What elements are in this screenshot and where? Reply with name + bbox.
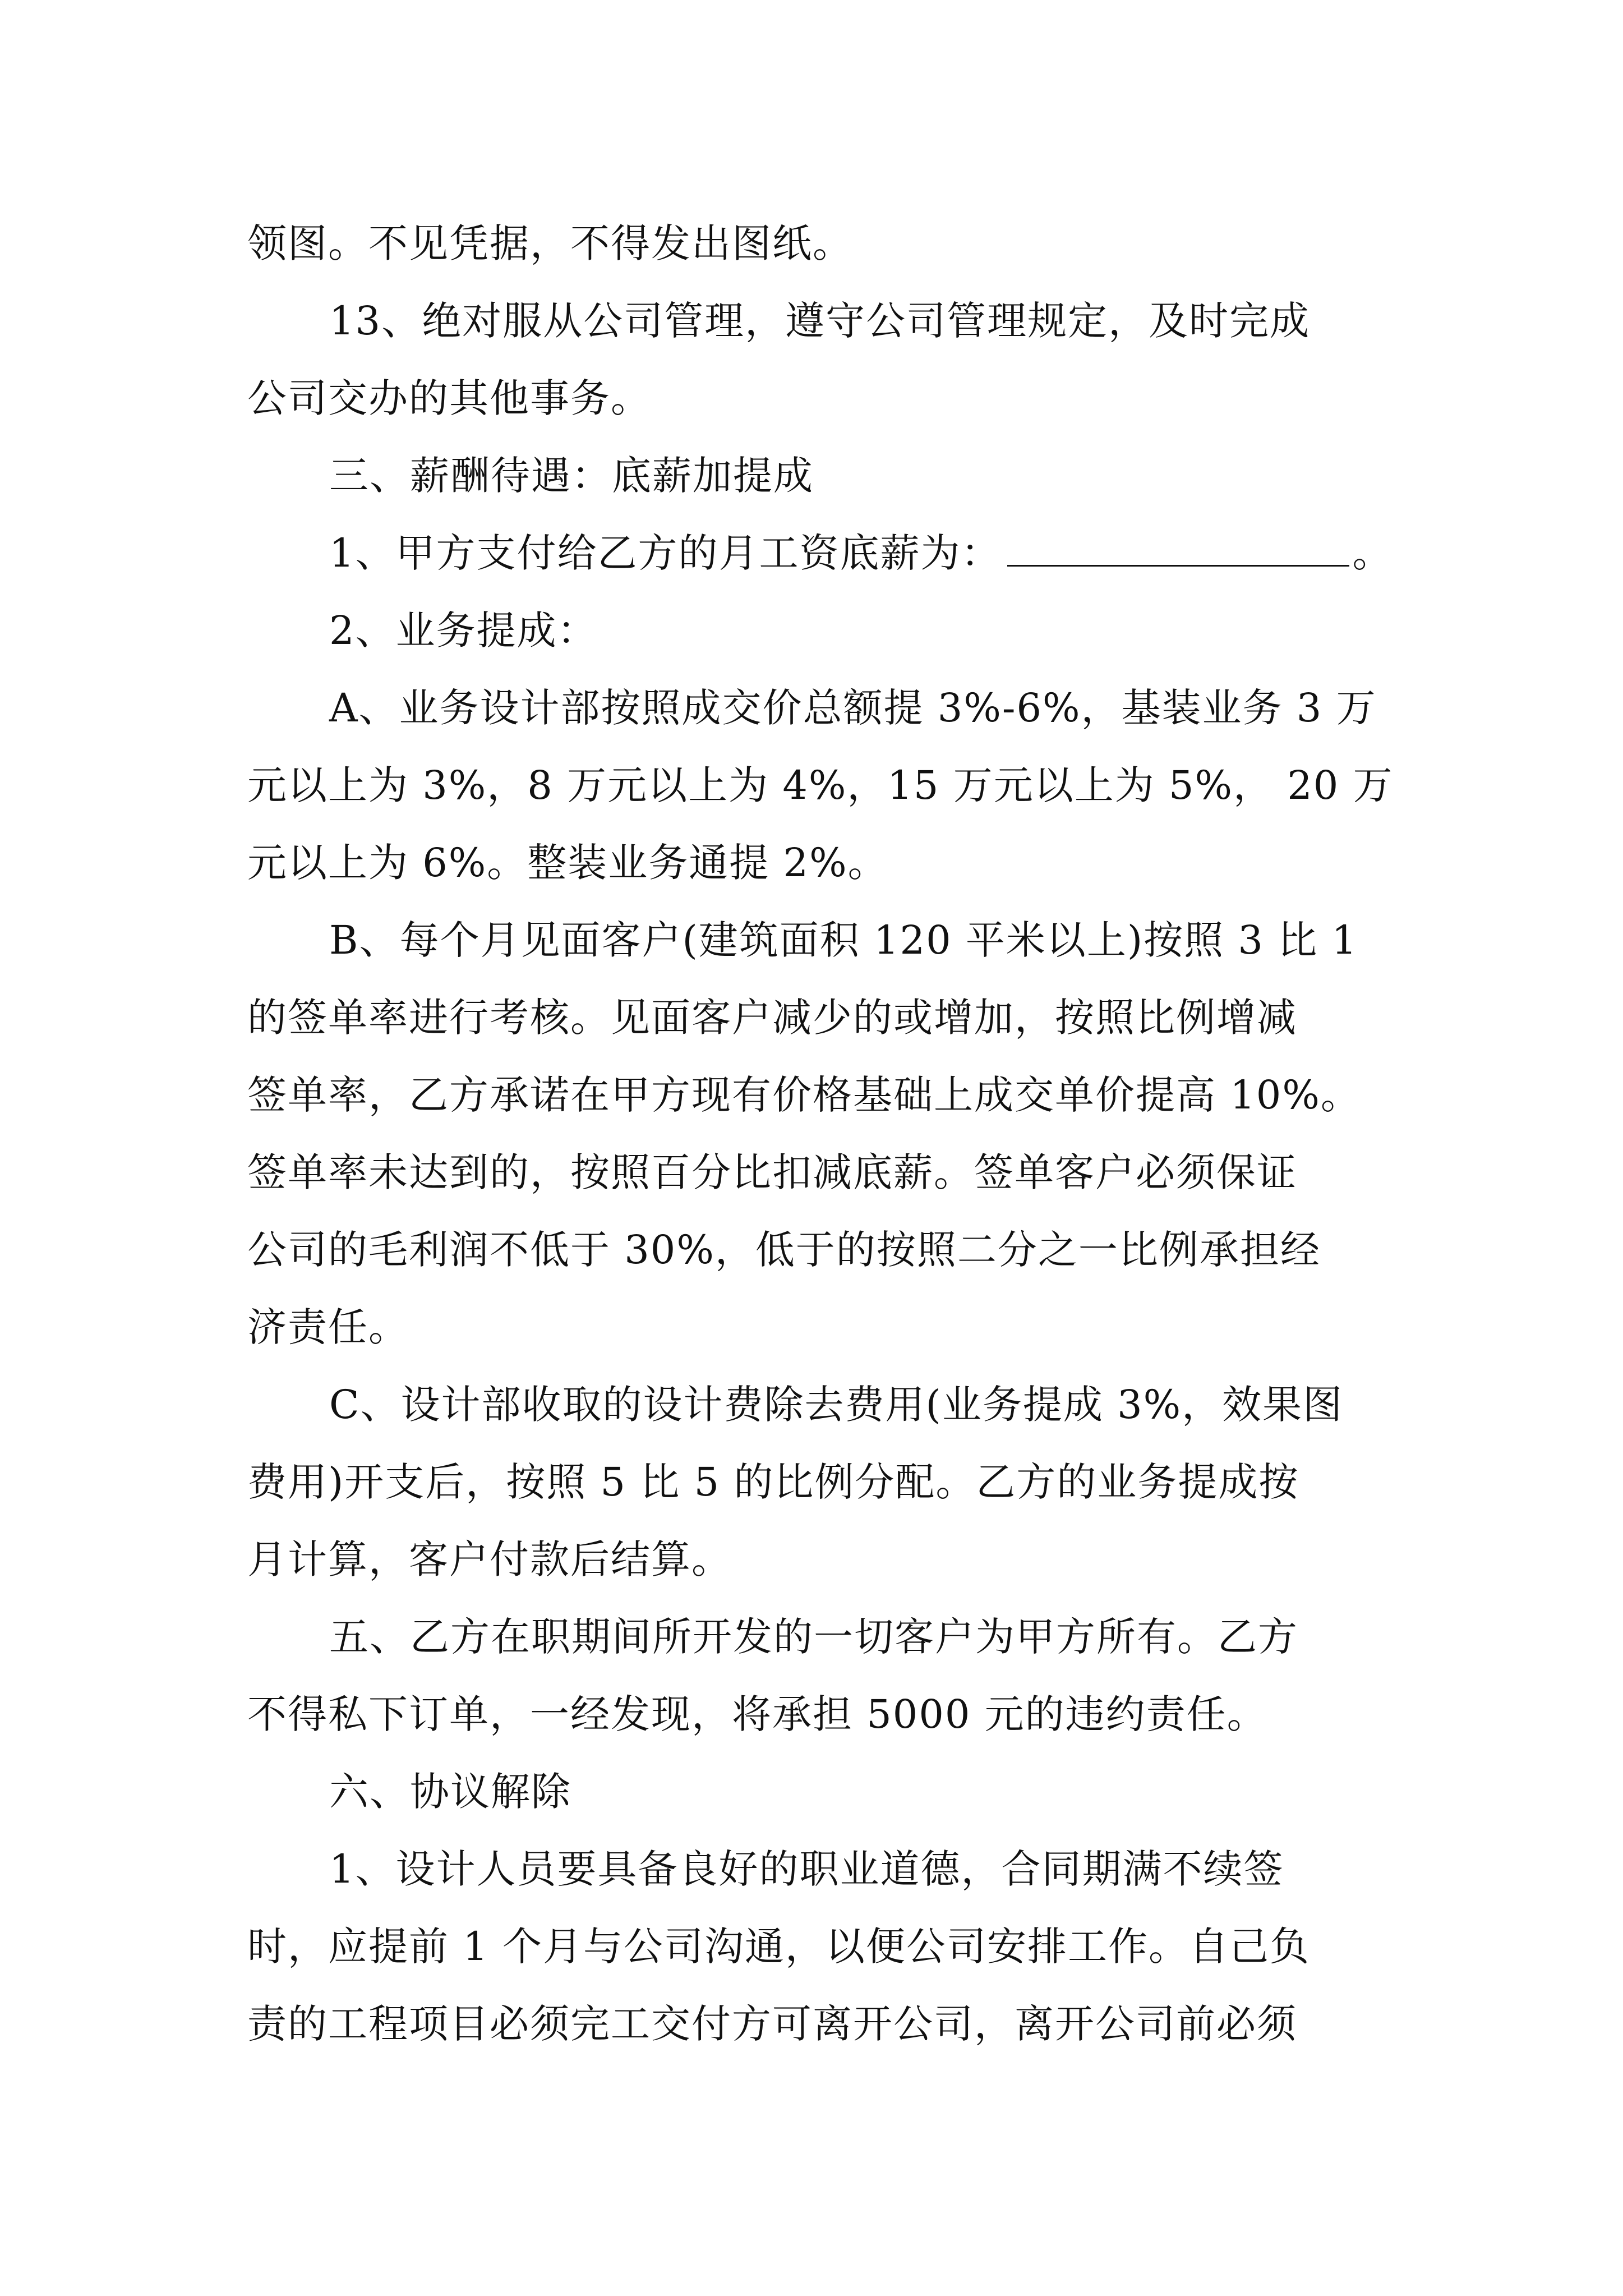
text-line: 领图。不见凭据，不得发出图纸。 [247,220,853,266]
text-line: B、每个月见面客户(建筑面积 120 平米以上)按照 3 比 1 [329,917,1358,963]
paragraph-base-salary [247,514,1403,592]
text-line: 月计算，客户付款后结算。 [247,1536,732,1582]
text-line: 责的工程项目必须完工交付方可离开公司，离开公司前必须 [247,2001,1297,2047]
text-line: 公司交办的其他事务。 [247,375,651,421]
paragraph-item-a [247,669,1403,901]
text-line: 公司的毛利润不低于 30%，低于的按照二分之一比例承担经 [247,1227,1321,1273]
base-salary-label: 1、甲方支付给乙方的月工资底薪为： [329,530,1002,576]
text-line: 元以上为 3%，8 万元以上为 4%，15 万元以上为 5%， 20 万 [247,762,1394,808]
text-line: 济责任。 [247,1304,409,1350]
paragraph-item-13 [247,282,1403,437]
text-line: C、设计部收取的设计费除去费用(业务提成 3%，效果图 [329,1382,1344,1428]
text-line: 签单率，乙方承诺在甲方现有价格基础上成交单价提高 10%。 [247,1072,1361,1118]
text-line: 费用)开支后，按照 5 比 5 的比例分配。乙方的业务提成按 [247,1459,1299,1505]
section-heading-salary [247,437,1403,514]
text-line: 1、设计人员要具备良好的职业道德，合同期满不续签 [329,1846,1284,1892]
text-line: 时，应提前 1 个月与公司沟通，以便公司安排工作。自己负 [247,1924,1311,1970]
text-line [247,514,1403,592]
text-line: A、业务设计部按照成交价总额提 3%-6%，基装业务 3 万 [329,685,1377,731]
paragraph-termination-1 [247,1830,1403,2063]
document-body [247,205,1403,2063]
paragraph-continuation [247,205,1403,282]
section-heading: 六、协议解除 [329,1769,571,1815]
base-salary-blank-field[interactable] [1007,535,1349,567]
section-heading: 三、薪酬待遇：底薪加提成 [329,453,814,499]
text-line: 的签单率进行考核。见面客户减少的或增加，按照比例增减 [247,995,1297,1041]
section-clients-ownership [247,1598,1403,1753]
text-line: 2、业务提成： [329,608,598,654]
paragraph-commission-heading [247,592,1403,669]
text-line: 五、乙方在职期间所开发的一切客户为甲方所有。乙方 [329,1614,1298,1660]
text-line: 元以上为 6%。整装业务通提 2%。 [247,840,888,886]
text-line: 签单率未达到的，按照百分比扣减底薪。签单客户必须保证 [247,1149,1297,1195]
text-line: 13、绝对服从公司管理，遵守公司管理规定，及时完成 [329,298,1311,344]
text-line: 不得私下订单，一经发现，将承担 5000 元的违约责任。 [247,1691,1267,1737]
paragraph-item-c [247,1366,1403,1598]
section-heading-termination [247,1753,1403,1830]
paragraph-item-b [247,901,1403,1366]
base-salary-period: 。 [1352,530,1393,576]
